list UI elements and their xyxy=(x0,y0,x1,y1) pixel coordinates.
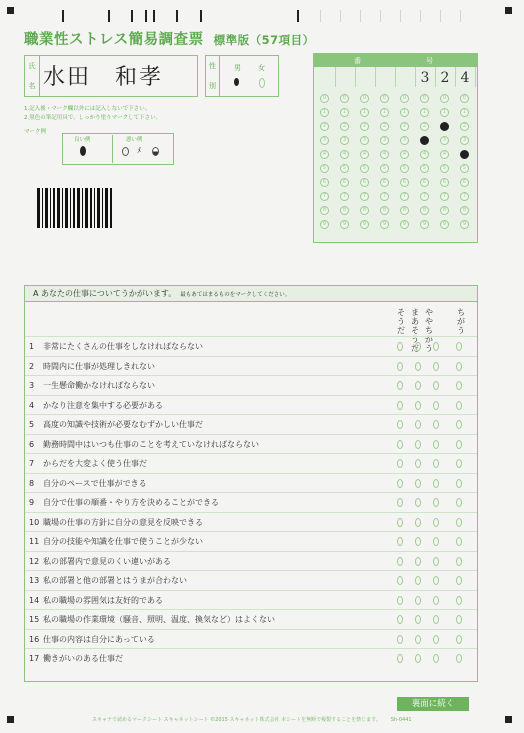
question-label: 私の部署内で意見のくい違いがある xyxy=(43,556,171,566)
id-digit-bubble[interactable]: 4 xyxy=(400,150,409,159)
question-label: 私の職場の作業環境（騒音、照明、温度、換気など）はよくない xyxy=(43,615,275,624)
answer-bubble[interactable] xyxy=(433,401,439,410)
id-digit-bubble[interactable]: 5 xyxy=(460,164,469,173)
question-text xyxy=(29,517,203,528)
answer-bubble[interactable] xyxy=(397,518,403,527)
id-digit-bubble[interactable]: 5 xyxy=(400,164,409,173)
id-digit-bubble[interactable]: 3 xyxy=(460,136,469,145)
mark-example xyxy=(24,133,172,175)
question-row xyxy=(25,551,477,572)
question-number: 17 xyxy=(29,654,40,663)
answer-bubble[interactable] xyxy=(433,518,439,527)
question-row xyxy=(25,590,477,611)
answer-bubble[interactable] xyxy=(456,459,462,468)
answer-bubble[interactable] xyxy=(415,479,421,488)
name-label: 氏 名 xyxy=(25,56,40,96)
answer-bubble[interactable] xyxy=(456,654,462,663)
answer-bubble[interactable] xyxy=(397,537,403,546)
answer-bubble[interactable] xyxy=(456,342,462,351)
sex-field[interactable] xyxy=(205,55,279,97)
id-digit-bubble[interactable]: 6 xyxy=(320,178,329,187)
question-text xyxy=(29,614,275,625)
id-digit-bubble[interactable]: 5 xyxy=(420,164,429,173)
question-label: 高度の知識や技術が必要なむずかしい仕事だ xyxy=(43,420,203,429)
id-digit-bubble[interactable] xyxy=(420,136,429,145)
answer-bubble[interactable] xyxy=(415,596,421,605)
id-digit-bubble[interactable]: 3 xyxy=(320,136,329,145)
question-row xyxy=(25,492,477,513)
example-bad-mark-3 xyxy=(152,147,159,156)
question-label: 自分の技能や知識を仕事で使うことが少ない xyxy=(43,537,203,546)
id-digit-bubble[interactable]: 1 xyxy=(340,108,349,117)
question-label: 自分のペースで仕事ができる xyxy=(43,478,147,488)
question-label: からだを大変よく使う仕事だ xyxy=(43,459,147,468)
question-label: 自分で仕事の順番・やり方を決めることができる xyxy=(43,498,219,507)
question-number: 13 xyxy=(29,576,40,585)
answer-bubble[interactable] xyxy=(415,576,421,585)
question-label: 非常にたくさんの仕事をしなければならない xyxy=(43,342,203,351)
form-title-text: 職業性ストレス簡易調査票 xyxy=(24,32,204,48)
answer-bubble[interactable] xyxy=(433,381,439,390)
question-row xyxy=(25,395,477,416)
question-number: 9 xyxy=(29,498,35,507)
id-digit-bubble[interactable]: 0 xyxy=(340,94,349,103)
column-maa-sou-da: まあそうだ xyxy=(411,308,419,353)
answer-bubble[interactable] xyxy=(397,576,403,585)
id-digit-bubble[interactable]: 1 xyxy=(380,108,389,117)
answer-bubble[interactable] xyxy=(456,440,462,449)
question-number: 1 xyxy=(29,342,35,351)
id-digit-bubble[interactable]: 7 xyxy=(460,192,469,201)
answer-bubble[interactable] xyxy=(433,498,439,507)
answer-bubble[interactable] xyxy=(433,635,439,644)
registration-mark xyxy=(505,7,512,14)
footer-code: Sh-0441 xyxy=(390,717,412,723)
answer-bubble[interactable] xyxy=(397,362,403,371)
sex-male-label: 男 xyxy=(234,64,241,72)
id-digit-bubble[interactable]: 6 xyxy=(420,178,429,187)
answer-bubble[interactable] xyxy=(433,342,439,351)
answer-bubble[interactable] xyxy=(433,654,439,663)
id-digit-bubble[interactable]: 6 xyxy=(460,178,469,187)
id-digit-bubble[interactable]: 5 xyxy=(340,164,349,173)
question-number: 3 xyxy=(29,381,35,390)
id-digit-bubble[interactable]: 1 xyxy=(320,108,329,117)
answer-bubble[interactable] xyxy=(456,420,462,429)
id-digit-bubble[interactable]: 9 xyxy=(380,220,389,229)
example-good-mark xyxy=(80,146,86,156)
question-text xyxy=(29,439,259,450)
question-text xyxy=(29,400,163,411)
id-digit-bubble[interactable]: 5 xyxy=(440,164,449,173)
id-digit-bubble[interactable]: 8 xyxy=(360,206,369,215)
sex-male-bubble[interactable] xyxy=(234,78,239,86)
id-digit-bubble[interactable]: 2 xyxy=(320,122,329,131)
question-text xyxy=(29,595,163,606)
answer-bubble[interactable] xyxy=(456,576,462,585)
question-number: 11 xyxy=(29,537,40,546)
id-digit-bubble[interactable]: 3 xyxy=(440,136,449,145)
question-label: 時間内に仕事が処理しきれない xyxy=(43,361,155,371)
sex-label: 性 別 xyxy=(206,56,220,96)
example-label: マーク例 xyxy=(24,129,47,135)
id-digit-bubble[interactable]: 4 xyxy=(360,150,369,159)
answer-bubble[interactable] xyxy=(415,537,421,546)
question-row xyxy=(25,473,477,494)
id-digit-bubble[interactable]: 3 xyxy=(340,136,349,145)
id-digit-bubble[interactable]: 9 xyxy=(460,220,469,229)
id-digit-bubble[interactable]: 0 xyxy=(420,94,429,103)
question-text xyxy=(29,419,203,430)
id-digit-bubble[interactable]: 2 xyxy=(420,122,429,131)
id-digit-bubble[interactable]: 2 xyxy=(460,122,469,131)
question-label: 私の職場の雰囲気は友好的である xyxy=(43,595,163,605)
id-digit-bubble[interactable]: 4 xyxy=(340,150,349,159)
answer-bubble[interactable] xyxy=(433,557,439,566)
id-digit-bubble[interactable]: 6 xyxy=(440,178,449,187)
id-digit-bubble[interactable]: 8 xyxy=(460,206,469,215)
answer-bubble[interactable] xyxy=(456,362,462,371)
question-row xyxy=(25,336,477,357)
answer-bubble[interactable] xyxy=(397,420,403,429)
registration-mark xyxy=(7,716,14,723)
question-row xyxy=(25,531,477,552)
id-digit-bubble[interactable]: 7 xyxy=(440,192,449,201)
question-text xyxy=(29,458,147,469)
question-label: 一生懸命働かなければならない xyxy=(43,381,155,390)
answer-bubble[interactable] xyxy=(456,479,462,488)
id-digit-bubble[interactable]: 8 xyxy=(400,206,409,215)
answer-bubble[interactable] xyxy=(415,459,421,468)
answer-bubble[interactable] xyxy=(415,654,421,663)
id-digit-bubble[interactable]: 9 xyxy=(400,220,409,229)
question-row xyxy=(25,356,477,377)
question-number: 6 xyxy=(29,439,35,449)
answer-bubble[interactable] xyxy=(433,537,439,546)
id-digit-bubble[interactable]: 0 xyxy=(360,94,369,103)
id-digit-bubble[interactable]: 7 xyxy=(380,192,389,201)
question-row xyxy=(25,434,477,455)
answer-bubble[interactable] xyxy=(456,381,462,390)
example-bad-mark-1: · xyxy=(122,147,129,156)
answer-bubble[interactable] xyxy=(433,440,439,449)
id-digit-bubble[interactable]: 8 xyxy=(320,206,329,215)
answer-bubble[interactable] xyxy=(433,615,439,624)
question-text xyxy=(29,380,155,391)
answer-bubble[interactable] xyxy=(397,479,403,488)
question-row xyxy=(25,512,477,533)
answer-bubble[interactable] xyxy=(433,459,439,468)
question-text xyxy=(29,341,203,352)
answer-bubble[interactable] xyxy=(433,596,439,605)
question-number: 2 xyxy=(29,361,35,371)
answer-bubble[interactable] xyxy=(456,518,462,527)
id-digit-cell: 3 xyxy=(415,67,436,87)
id-digit-bubble[interactable]: 0 xyxy=(400,94,409,103)
answer-bubble[interactable] xyxy=(456,615,462,624)
continue-on-back-label: 裏面に続く xyxy=(397,697,469,711)
answer-bubble[interactable] xyxy=(433,576,439,585)
id-digit-bubble[interactable]: 8 xyxy=(380,206,389,215)
question-label: 勤務時間中はいつも仕事のことを考えていなければならない xyxy=(43,439,259,449)
id-digit-bubble[interactable]: 3 xyxy=(360,136,369,145)
answer-bubble[interactable] xyxy=(397,596,403,605)
id-digit-bubble[interactable]: 0 xyxy=(320,94,329,103)
question-number: 14 xyxy=(29,595,40,605)
answer-bubble[interactable] xyxy=(415,420,421,429)
question-text xyxy=(29,361,155,372)
answer-bubble[interactable] xyxy=(397,654,403,663)
id-digit-bubble[interactable]: 6 xyxy=(380,178,389,187)
answer-bubble[interactable] xyxy=(433,362,439,371)
id-digit-bubble[interactable]: 8 xyxy=(440,206,449,215)
section-a-note: 最もあてはまるものをマークしてください。 xyxy=(180,292,291,298)
sex-female-label: 女 xyxy=(258,64,265,72)
id-digit-bubble[interactable]: 2 xyxy=(340,122,349,131)
answer-bubble[interactable] xyxy=(415,518,421,527)
answer-bubble[interactable] xyxy=(397,459,403,468)
question-label: 働きがいのある仕事だ xyxy=(43,654,123,663)
id-digit-cell xyxy=(335,67,356,87)
answer-bubble[interactable] xyxy=(456,498,462,507)
answer-bubble[interactable] xyxy=(397,557,403,566)
id-digit-cell xyxy=(395,67,416,87)
answer-bubble[interactable] xyxy=(456,596,462,605)
id-digit-bubble[interactable]: 7 xyxy=(340,192,349,201)
answer-bubble[interactable] xyxy=(415,635,421,644)
question-text xyxy=(29,536,203,547)
id-digit-bubble[interactable]: 9 xyxy=(340,220,349,229)
id-digit-bubble[interactable]: 7 xyxy=(360,192,369,201)
id-digit-cell xyxy=(355,67,376,87)
question-number: 12 xyxy=(29,556,40,566)
section-a-heading: A あなたの仕事についてうかがいます。 最もあてはまるものをマークしてください。 xyxy=(25,286,477,302)
id-digit-bubble[interactable]: 0 xyxy=(460,94,469,103)
example-bad-mark-2: ﾒ xyxy=(137,146,141,155)
name-field[interactable] xyxy=(24,55,198,97)
id-digit-bubble[interactable]: 9 xyxy=(320,220,329,229)
id-digit-bubble[interactable]: 1 xyxy=(440,108,449,117)
id-digit-bubble[interactable]: 5 xyxy=(360,164,369,173)
question-row xyxy=(25,414,477,435)
question-number: 16 xyxy=(29,634,40,644)
id-digit-bubble[interactable]: 4 xyxy=(320,150,329,159)
id-number-header: 番 号 xyxy=(314,54,477,67)
answer-bubble[interactable] xyxy=(397,615,403,624)
question-row xyxy=(25,609,477,630)
answer-bubble[interactable] xyxy=(456,557,462,566)
id-digit-bubble[interactable] xyxy=(460,150,469,159)
answer-bubble[interactable] xyxy=(433,420,439,429)
id-digit-cell xyxy=(315,67,336,87)
id-digit-bubble[interactable]: 9 xyxy=(360,220,369,229)
question-row xyxy=(25,375,477,396)
question-text xyxy=(29,497,219,508)
question-number: 15 xyxy=(29,615,40,624)
id-digit-bubble[interactable]: 7 xyxy=(320,192,329,201)
question-text xyxy=(29,653,123,664)
registration-mark xyxy=(7,7,14,14)
id-digit-bubble[interactable]: 2 xyxy=(380,122,389,131)
id-digit-bubble[interactable]: 4 xyxy=(440,150,449,159)
section-a xyxy=(24,285,478,682)
column-chigau: ちがう xyxy=(457,308,465,335)
question-label: 職場の仕事の方針に自分の意見を反映できる xyxy=(43,517,203,527)
id-digit-bubble[interactable]: 6 xyxy=(360,178,369,187)
name-value: 水田 和孝 xyxy=(43,65,164,90)
question-row xyxy=(25,648,477,669)
question-label: かなり注意を集中する必要がある xyxy=(43,400,163,410)
answer-bubble[interactable] xyxy=(397,342,403,351)
answer-bubble[interactable] xyxy=(415,362,421,371)
id-digit-cell: 4 xyxy=(455,67,476,87)
sex-female-bubble[interactable] xyxy=(259,78,265,88)
question-row xyxy=(25,570,477,591)
id-digit-bubble[interactable]: 2 xyxy=(360,122,369,131)
id-digit-bubble[interactable]: 5 xyxy=(320,164,329,173)
id-digit-bubble[interactable]: 3 xyxy=(380,136,389,145)
answer-bubble[interactable] xyxy=(415,401,421,410)
answer-bubble[interactable] xyxy=(397,440,403,449)
footer-text: スキャナで読めるマークシート スキャネットシート ©2015 スキャネット株式会社 本シートを無断で複製することを禁じます。 Sh-0441 xyxy=(92,717,412,723)
id-digit-bubble[interactable]: 1 xyxy=(420,108,429,117)
registration-mark xyxy=(505,716,512,723)
question-number: 7 xyxy=(29,459,35,468)
question-row xyxy=(25,453,477,474)
answer-bubble[interactable] xyxy=(415,498,421,507)
id-digit-bubble[interactable]: 6 xyxy=(400,178,409,187)
id-digit-cell: 2 xyxy=(435,67,456,87)
form-version: 標準版（57項目） xyxy=(213,33,315,47)
answer-bubble[interactable] xyxy=(397,381,403,390)
column-yaya-chigau: ややちがう xyxy=(425,308,433,353)
example-bad-label: 悪い例 xyxy=(126,137,143,143)
answer-bubble[interactable] xyxy=(415,381,421,390)
id-digit-bubble[interactable]: 1 xyxy=(400,108,409,117)
id-digit-bubble[interactable]: 9 xyxy=(440,220,449,229)
answer-bubble[interactable] xyxy=(456,635,462,644)
id-digit-bubble[interactable]: 6 xyxy=(340,178,349,187)
question-row xyxy=(25,629,477,650)
question-text xyxy=(29,575,187,586)
id-digit-cell xyxy=(375,67,396,87)
instruction-1: 1.記入後・マーク欄以外には記入しないで下さい。 xyxy=(24,106,151,112)
id-digit-bubble[interactable]: 0 xyxy=(380,94,389,103)
id-digit-bubble[interactable]: 7 xyxy=(420,192,429,201)
question-number: 4 xyxy=(29,400,35,410)
question-number: 10 xyxy=(29,517,40,527)
answer-bubble[interactable] xyxy=(397,498,403,507)
answer-bubble[interactable] xyxy=(397,401,403,410)
question-text xyxy=(29,478,147,489)
answer-bubble[interactable] xyxy=(433,479,439,488)
id-digit-bubble[interactable]: 0 xyxy=(440,94,449,103)
id-number-grid[interactable] xyxy=(313,53,478,243)
id-digit-bubble[interactable]: 5 xyxy=(380,164,389,173)
id-digit-bubble[interactable]: 8 xyxy=(340,206,349,215)
question-label: 私の部署と他の部署とはうまが合わない xyxy=(43,576,187,585)
answer-bubble[interactable] xyxy=(415,342,421,351)
id-digit-bubble[interactable]: 4 xyxy=(380,150,389,159)
id-digit-bubble[interactable]: 4 xyxy=(420,150,429,159)
answer-bubble[interactable] xyxy=(456,401,462,410)
question-text xyxy=(29,634,155,645)
id-digit-bubble[interactable]: 9 xyxy=(420,220,429,229)
id-digit-bubble[interactable]: 2 xyxy=(400,122,409,131)
question-label: 仕事の内容は自分にあっている xyxy=(43,634,155,644)
id-digit-bubble[interactable]: 7 xyxy=(400,192,409,201)
example-good-label: 良い例 xyxy=(74,137,91,143)
form-title xyxy=(24,28,315,49)
id-digit-bubble[interactable]: 8 xyxy=(420,206,429,215)
answer-bubble[interactable] xyxy=(397,635,403,644)
id-digit-bubble[interactable]: 1 xyxy=(460,108,469,117)
column-sou-da: そうだ xyxy=(397,308,405,335)
barcode xyxy=(37,188,112,228)
id-digit-bubble[interactable] xyxy=(440,122,449,131)
answer-bubble[interactable] xyxy=(415,557,421,566)
id-digit-bubble[interactable]: 1 xyxy=(360,108,369,117)
question-number: 5 xyxy=(29,420,35,429)
instruction-2: 2.黒色の筆記用具で、しっかり塗りマークして下さい。 xyxy=(24,115,162,121)
answer-bubble[interactable] xyxy=(415,440,421,449)
question-number: 8 xyxy=(29,478,35,488)
id-digit-bubble[interactable]: 3 xyxy=(400,136,409,145)
answer-bubble[interactable] xyxy=(456,537,462,546)
question-text xyxy=(29,556,171,567)
answer-bubble[interactable] xyxy=(415,615,421,624)
